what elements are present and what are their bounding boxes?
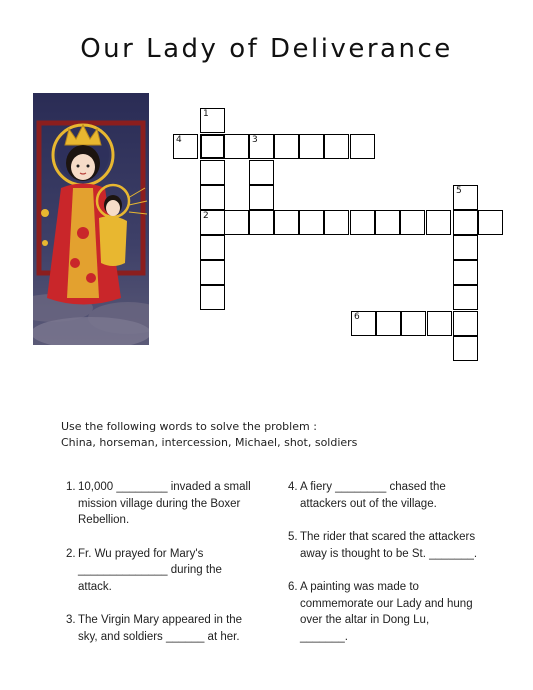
clues-right-column: [288, 479, 478, 662]
clue-item: 3. The Virgin Mary appeared in the sky, and soldiers ______ at her.: [66, 614, 243, 643]
crossword-cell[interactable]: [453, 235, 478, 260]
crossword-cell[interactable]: [200, 160, 225, 185]
crossword-cell[interactable]: [426, 210, 451, 235]
word-bank: China, horseman, intercession, Michael, shot, soldiers: [61, 436, 358, 449]
crossword-cell[interactable]: [173, 134, 198, 159]
crossword-cell[interactable]: [274, 134, 299, 159]
crossword-cell[interactable]: [453, 311, 478, 336]
crossword-cell[interactable]: [376, 311, 401, 336]
page-title: Our Lady of Deliverance: [80, 34, 453, 64]
crossword-cell[interactable]: [427, 311, 452, 336]
crossword-cell[interactable]: [224, 210, 249, 235]
clue-item: 1. 10,000 ________ invaded a small mission village during the Boxer Rebellion.: [66, 481, 251, 526]
clue-number-1: 1: [203, 109, 209, 119]
clue-number-5: 5: [456, 186, 462, 196]
clue-number-4: 4: [176, 135, 182, 145]
crossword-cell[interactable]: [274, 210, 299, 235]
instructions: [61, 419, 357, 451]
instructions-line: Use the following words to solve the problem :: [61, 420, 317, 433]
clue-item: 4. A fiery ________ chased the attackers out of the village.: [288, 481, 446, 510]
crossword-cell[interactable]: [249, 185, 274, 210]
crossword-cell[interactable]: [224, 134, 249, 159]
clue-number-2: 2: [203, 211, 209, 221]
crossword-cell[interactable]: [350, 210, 375, 235]
crossword-cell[interactable]: [200, 285, 225, 310]
crossword-cell[interactable]: [249, 160, 274, 185]
crossword-cell[interactable]: [249, 134, 274, 159]
crossword-cell[interactable]: [200, 235, 225, 260]
clue-item: 2. Fr. Wu prayed for Mary's ______________ during the attack.: [66, 547, 222, 593]
crossword-cell[interactable]: [200, 260, 225, 285]
crossword-cell[interactable]: [299, 134, 324, 159]
crossword-cell[interactable]: [350, 134, 375, 159]
crossword-cell[interactable]: [324, 210, 349, 235]
clue-item: 5. The rider that scared the attackers away is thought to be St. _______.: [288, 531, 478, 560]
crossword-cell[interactable]: [401, 311, 426, 336]
crossword-cell[interactable]: [324, 134, 349, 159]
crossword-cell[interactable]: [200, 108, 225, 133]
crossword-cell[interactable]: [453, 285, 478, 310]
clues-left-column: [66, 479, 256, 662]
crossword-cell[interactable]: [478, 210, 503, 235]
crossword-cell[interactable]: [200, 210, 225, 235]
clue-item: 6. A painting was made to commemorate our Lady and hung over the altar in Dong Lu, _______.: [288, 581, 473, 643]
crossword-cell[interactable]: [453, 260, 478, 285]
clue-number-6: 6: [354, 312, 360, 322]
clue-number-3: 3: [252, 135, 258, 145]
crossword-cell[interactable]: [453, 185, 478, 210]
crossword-cell[interactable]: [299, 210, 324, 235]
crossword-cell[interactable]: [400, 210, 425, 235]
crossword-cell[interactable]: [200, 185, 225, 210]
crossword-cell[interactable]: [375, 210, 400, 235]
crossword-cell[interactable]: [351, 311, 376, 336]
crossword-cell[interactable]: [249, 210, 274, 235]
crossword-cell[interactable]: [453, 210, 478, 235]
crossword-cell-selected[interactable]: [200, 134, 225, 159]
crossword-cell[interactable]: [453, 336, 478, 361]
